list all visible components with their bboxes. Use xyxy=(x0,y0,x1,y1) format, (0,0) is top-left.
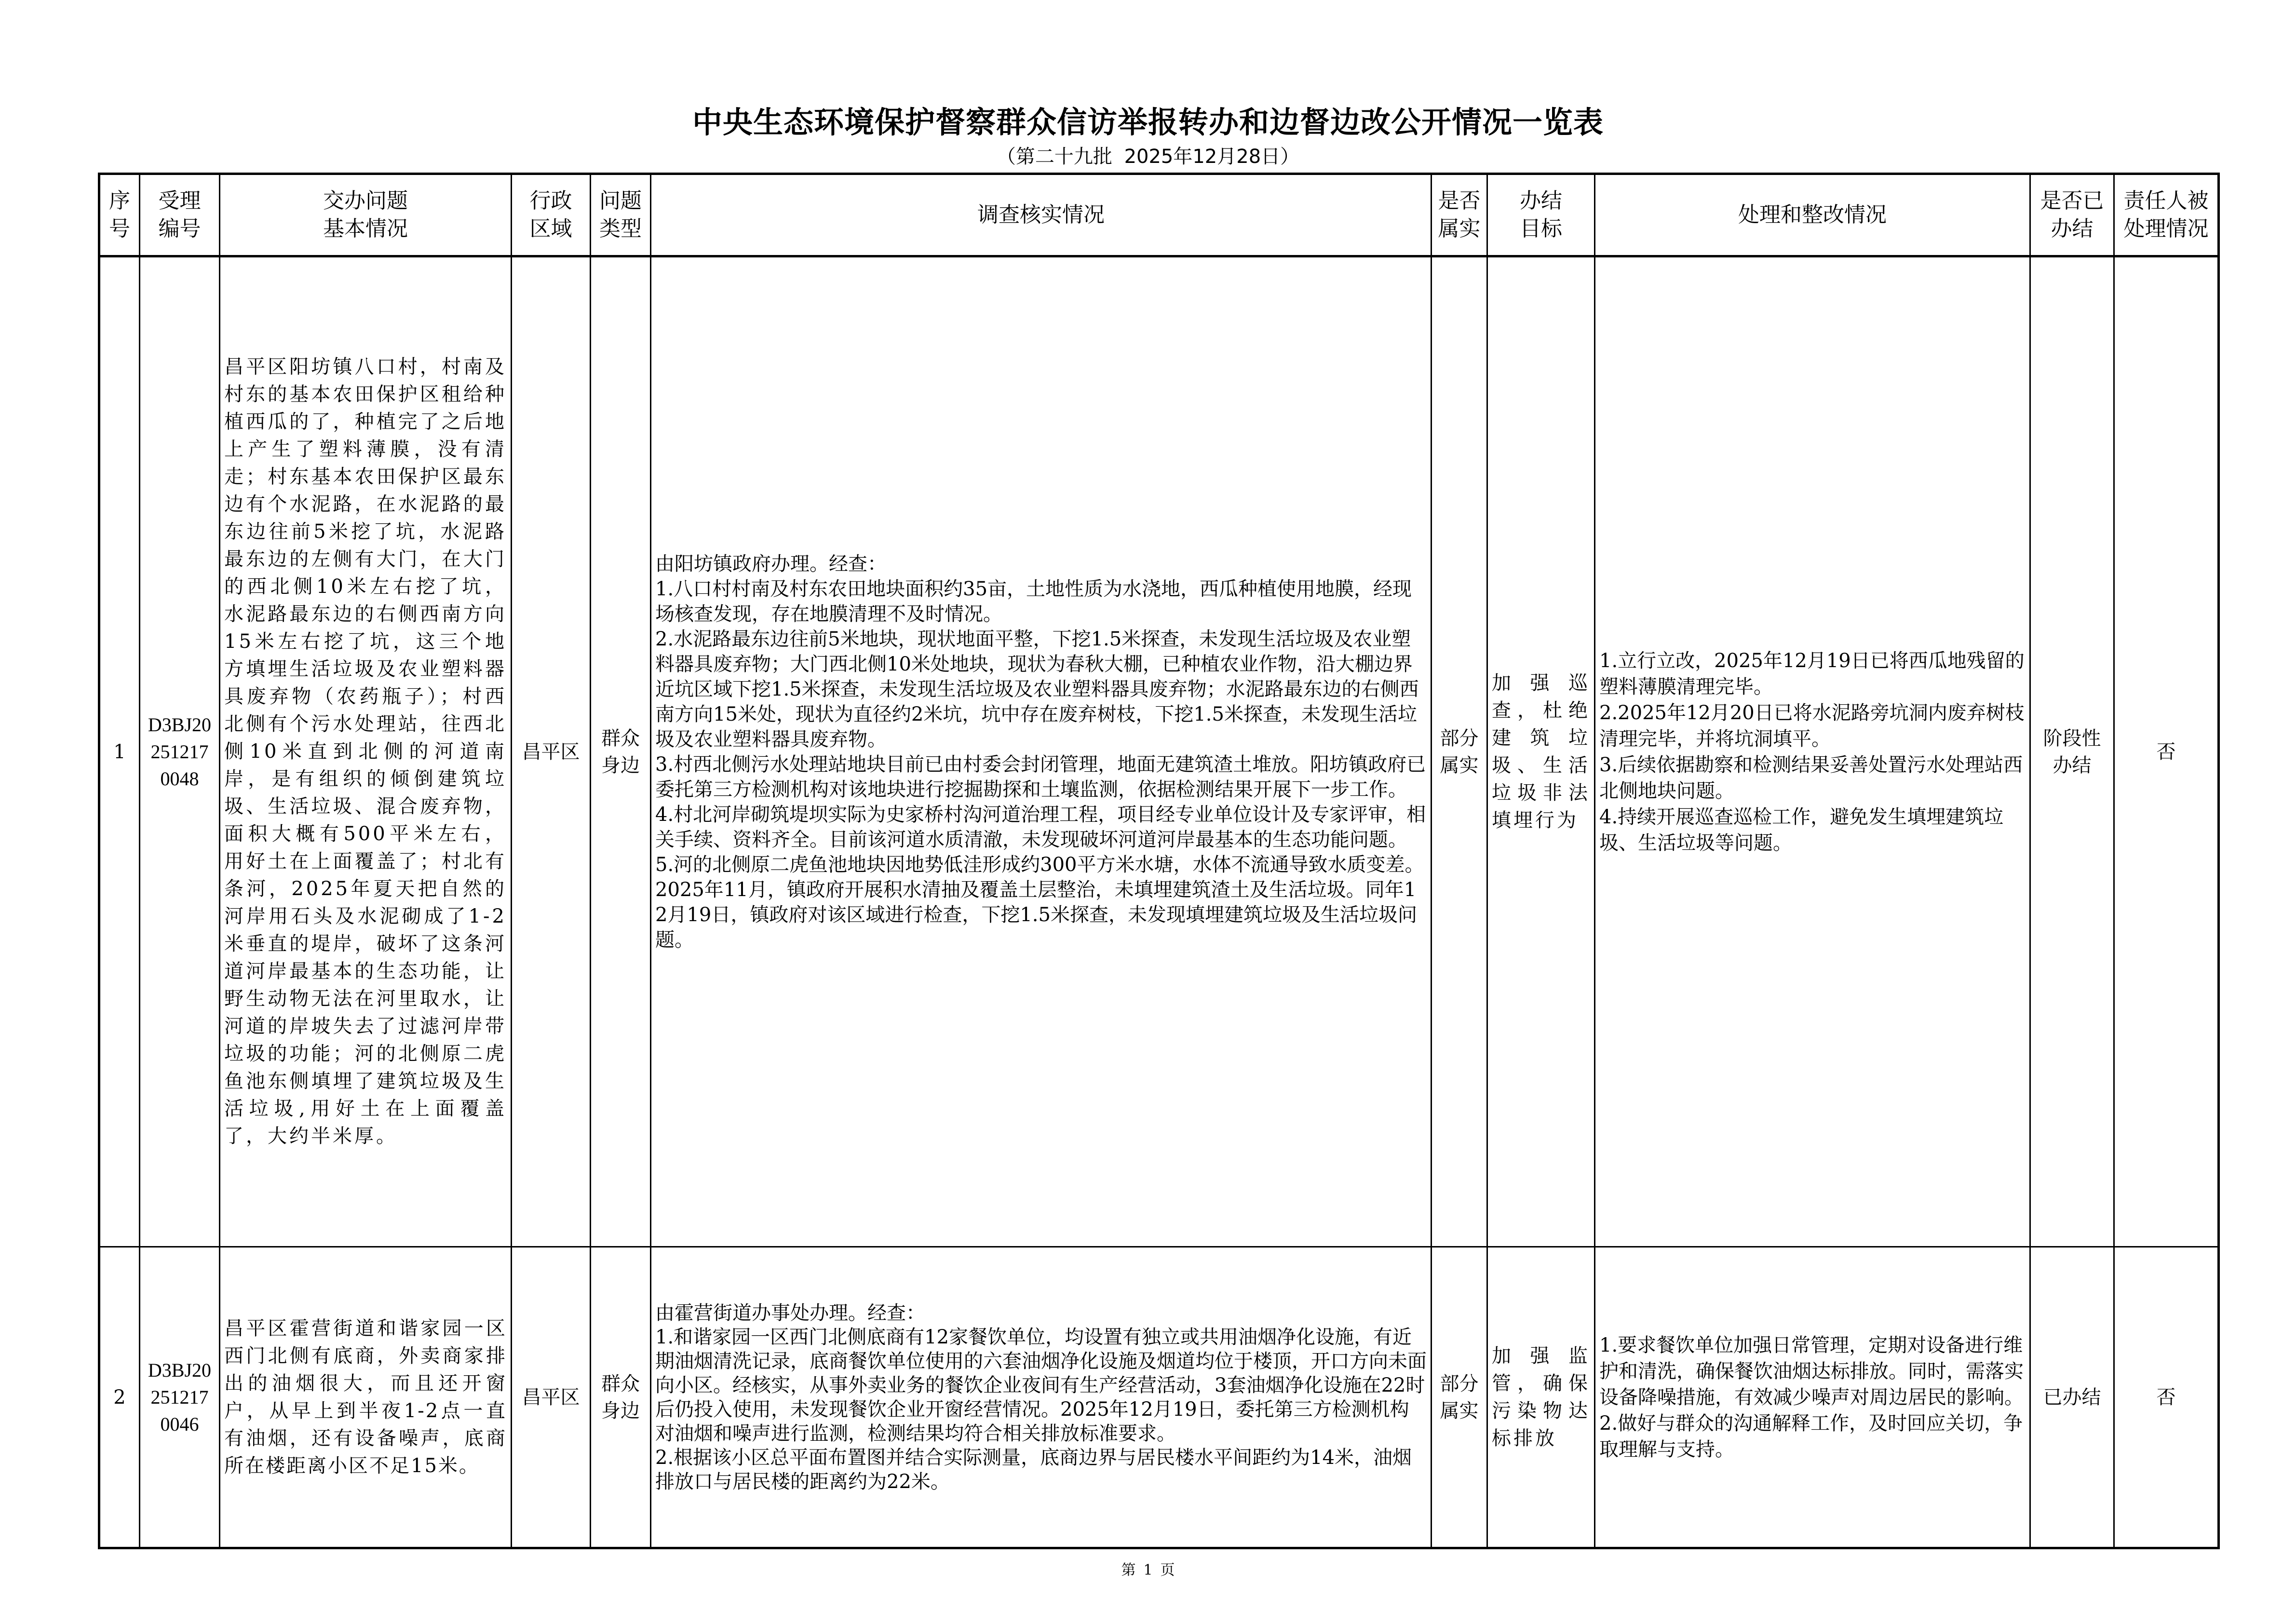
document-title: 中央生态环境保护督察群众信访举报转办和边督边改公开情况一览表 xyxy=(692,105,1604,140)
header-seq: 序 号 xyxy=(99,174,140,256)
goal-cell: 加强监管，确保污染物达标排放 xyxy=(1487,1247,1595,1548)
header-goal: 办结 目标 xyxy=(1487,174,1595,256)
header-investigation: 调查核实情况 xyxy=(651,174,1432,256)
district-cell: 昌平区 xyxy=(512,1247,591,1548)
header-case-id: 受理 编号 xyxy=(140,174,220,256)
header-closed: 是否已 办结 xyxy=(2030,174,2114,256)
batch-label: （第二十九批 xyxy=(996,146,1112,168)
header-verified: 是否 属实 xyxy=(1432,174,1487,256)
publish-date: 2025年12月28日） xyxy=(1124,146,1300,168)
page-number: 第 1 页 xyxy=(1121,1562,1175,1579)
remediation-cell: 1.立行立改，2025年12月19日已将西瓜地残留的塑料薄膜清理完毕。 2.2025年12月20日已将水泥路旁坑洞内废弃树枝清理完毕，并将坑洞填平。 3.后续依据勘察和检测结果妥善处置污水处理站西北侧地块问题。 4.持续开展巡查巡检工作，避免发生填埋建筑垃圾、生活垃圾等问题。 xyxy=(1595,256,2030,1247)
goal-cell: 加强巡查，杜绝建筑垃圾、生活垃圾非法填埋行为 xyxy=(1487,256,1595,1247)
issue-cell: 昌平区霍营街道和谐家园一区西门北侧有底商，外卖商家排出的油烟很大，而且还开窗户，从早上到半夜1-2点一直有油烟，还有设备噪声，底商所在楼距离小区不足15米。 xyxy=(220,1247,512,1548)
remediation-cell: 1.要求餐饮单位加强日常管理，定期对设备进行维护和清洗，确保餐饮油烟达标排放。同时，需落实设备降噪措施，有效减少噪声对周边居民的影响。 2.做好与群众的沟通解释工作，及时回应关切，争取理解与支持。 xyxy=(1595,1247,2030,1548)
case-id-cell: D3BJ20 251217 0048 xyxy=(140,256,220,1247)
seq-cell: 1 xyxy=(99,256,140,1247)
case-id-cell: D3BJ20 251217 0046 xyxy=(140,1247,220,1548)
header-row xyxy=(99,174,2219,256)
seq-cell: 2 xyxy=(99,1247,140,1548)
header-accountability: 责任人被 处理情况 xyxy=(2114,174,2219,256)
header-remediation: 处理和整改情况 xyxy=(1595,174,2030,256)
table-row xyxy=(99,1247,2219,1548)
type-cell: 群众 身边 xyxy=(591,1247,651,1548)
table-row xyxy=(99,256,2219,1247)
investigation-cell: 由阳坊镇政府办理。经查： 1.八口村村南及村东农田地块面积约35亩，土地性质为水浇地，西瓜种植使用地膜，经现场核查发现，存在地膜清理不及时情况。 2.水泥路最东边往前5米地块，现状地面平整，下挖1.5米探查，未发现生活垃圾及农业塑料器具废弃物；大门西北侧10米处地块，现状为春秋大棚，已种植农业作物，沿大棚边界近坑区域下挖1.5米探查，未发现生活垃圾及农业塑料器具废弃物；水泥路最东边的右侧西南方向15米处，现状为直径约2米坑，坑中存在废弃树枝，下挖1.5米探查，未发现生活垃圾及农业塑料器具废弃物。 3.村西北侧污水处理站地块目前已由村委会封闭管理，地面无建筑渣土堆放。阳坊镇政府已委托第三方检测机构对该地块进行挖掘勘探和土壤监测，依据检测结果开展下一步工作。 4.村北河岸砌筑堤坝实际为史家桥村沟河道治理工程，项目经专业单位设计及专家评审，相关手续、资料齐全。目前该河道水质清澈，未发现破坏河道河岸最基本的生态功能问题。 5.河的北侧原二虎鱼池地块因地势低洼形成约300平方米水塘，水体不流通导致水质变差。2025年11月，镇政府开展积水清抽及覆盖土层整治，未填埋建筑渣土及生活垃圾。同年12月19日，镇政府对该区域进行检查，下挖1.5米探查，未发现填埋建筑垃圾及生活垃圾问题。 xyxy=(651,256,1432,1247)
header-issue: 交办问题 基本情况 xyxy=(220,174,512,256)
type-cell: 群众 身边 xyxy=(591,256,651,1247)
accountability-cell: 否 xyxy=(2114,1247,2219,1548)
accountability-cell: 否 xyxy=(2114,256,2219,1247)
verified-cell: 部分 属实 xyxy=(1432,256,1487,1247)
closed-status-cell: 阶段性 办结 xyxy=(2030,256,2114,1247)
document-subtitle xyxy=(0,145,2296,169)
closed-status-cell: 已办结 xyxy=(2030,1247,2114,1548)
investigation-cell: 由霍营街道办事处办理。经查： 1.和谐家园一区西门北侧底商有12家餐饮单位，均设置有独立或共用油烟净化设施，有近期油烟清洗记录，底商餐饮单位使用的六套油烟净化设施及烟道均位于楼顶，开口方向未面向小区。经核实，从事外卖业务的餐饮企业夜间有生产经营活动，3套油烟净化设施在22时后仍投入使用，未发现餐饮企业开窗经营情况。2025年12月19日，委托第三方检测机构对油烟和噪声进行监测，检测结果均符合相关排放标准要求。 2.根据该小区总平面布置图并结合实际测量，底商边界与居民楼水平间距约为14米，油烟排放口与居民楼的距离约为22米。 xyxy=(651,1247,1432,1548)
petition-table xyxy=(98,173,2220,1549)
header-type: 问题 类型 xyxy=(591,174,651,256)
header-district: 行政 区域 xyxy=(512,174,591,256)
district-cell: 昌平区 xyxy=(512,256,591,1247)
issue-cell: 昌平区阳坊镇八口村，村南及村东的基本农田保护区租给种植西瓜的了，种植完了之后地上产生了塑料薄膜，没有清走；村东基本农田保护区最东边有个水泥路，在水泥路的最东边往前5米挖了坑，水泥路最东边的左侧有大门，在大门的西北侧10米左右挖了坑，水泥路最东边的右侧西南方向15米左右挖了坑，这三个地方填埋生活垃圾及农业塑料器具废弃物（农药瓶子）；村西北侧有个污水处理站，往西北侧10米直到北侧的河道南岸，是有组织的倾倒建筑垃圾、生活垃圾、混合废弃物，面积大概有500平米左右，用好土在上面覆盖了；村北有条河，2025年夏天把自然的河岸用石头及水泥砌成了1-2米垂直的堤岸，破坏了这条河道河岸最基本的生态功能，让野生动物无法在河里取水，让河道的岸坡失去了过滤河岸带垃圾的功能；河的北侧原二虎鱼池东侧填埋了建筑垃圾及生活垃圾,用好土在上面覆盖了，大约半米厚。 xyxy=(220,256,512,1247)
verified-cell: 部分 属实 xyxy=(1432,1247,1487,1548)
